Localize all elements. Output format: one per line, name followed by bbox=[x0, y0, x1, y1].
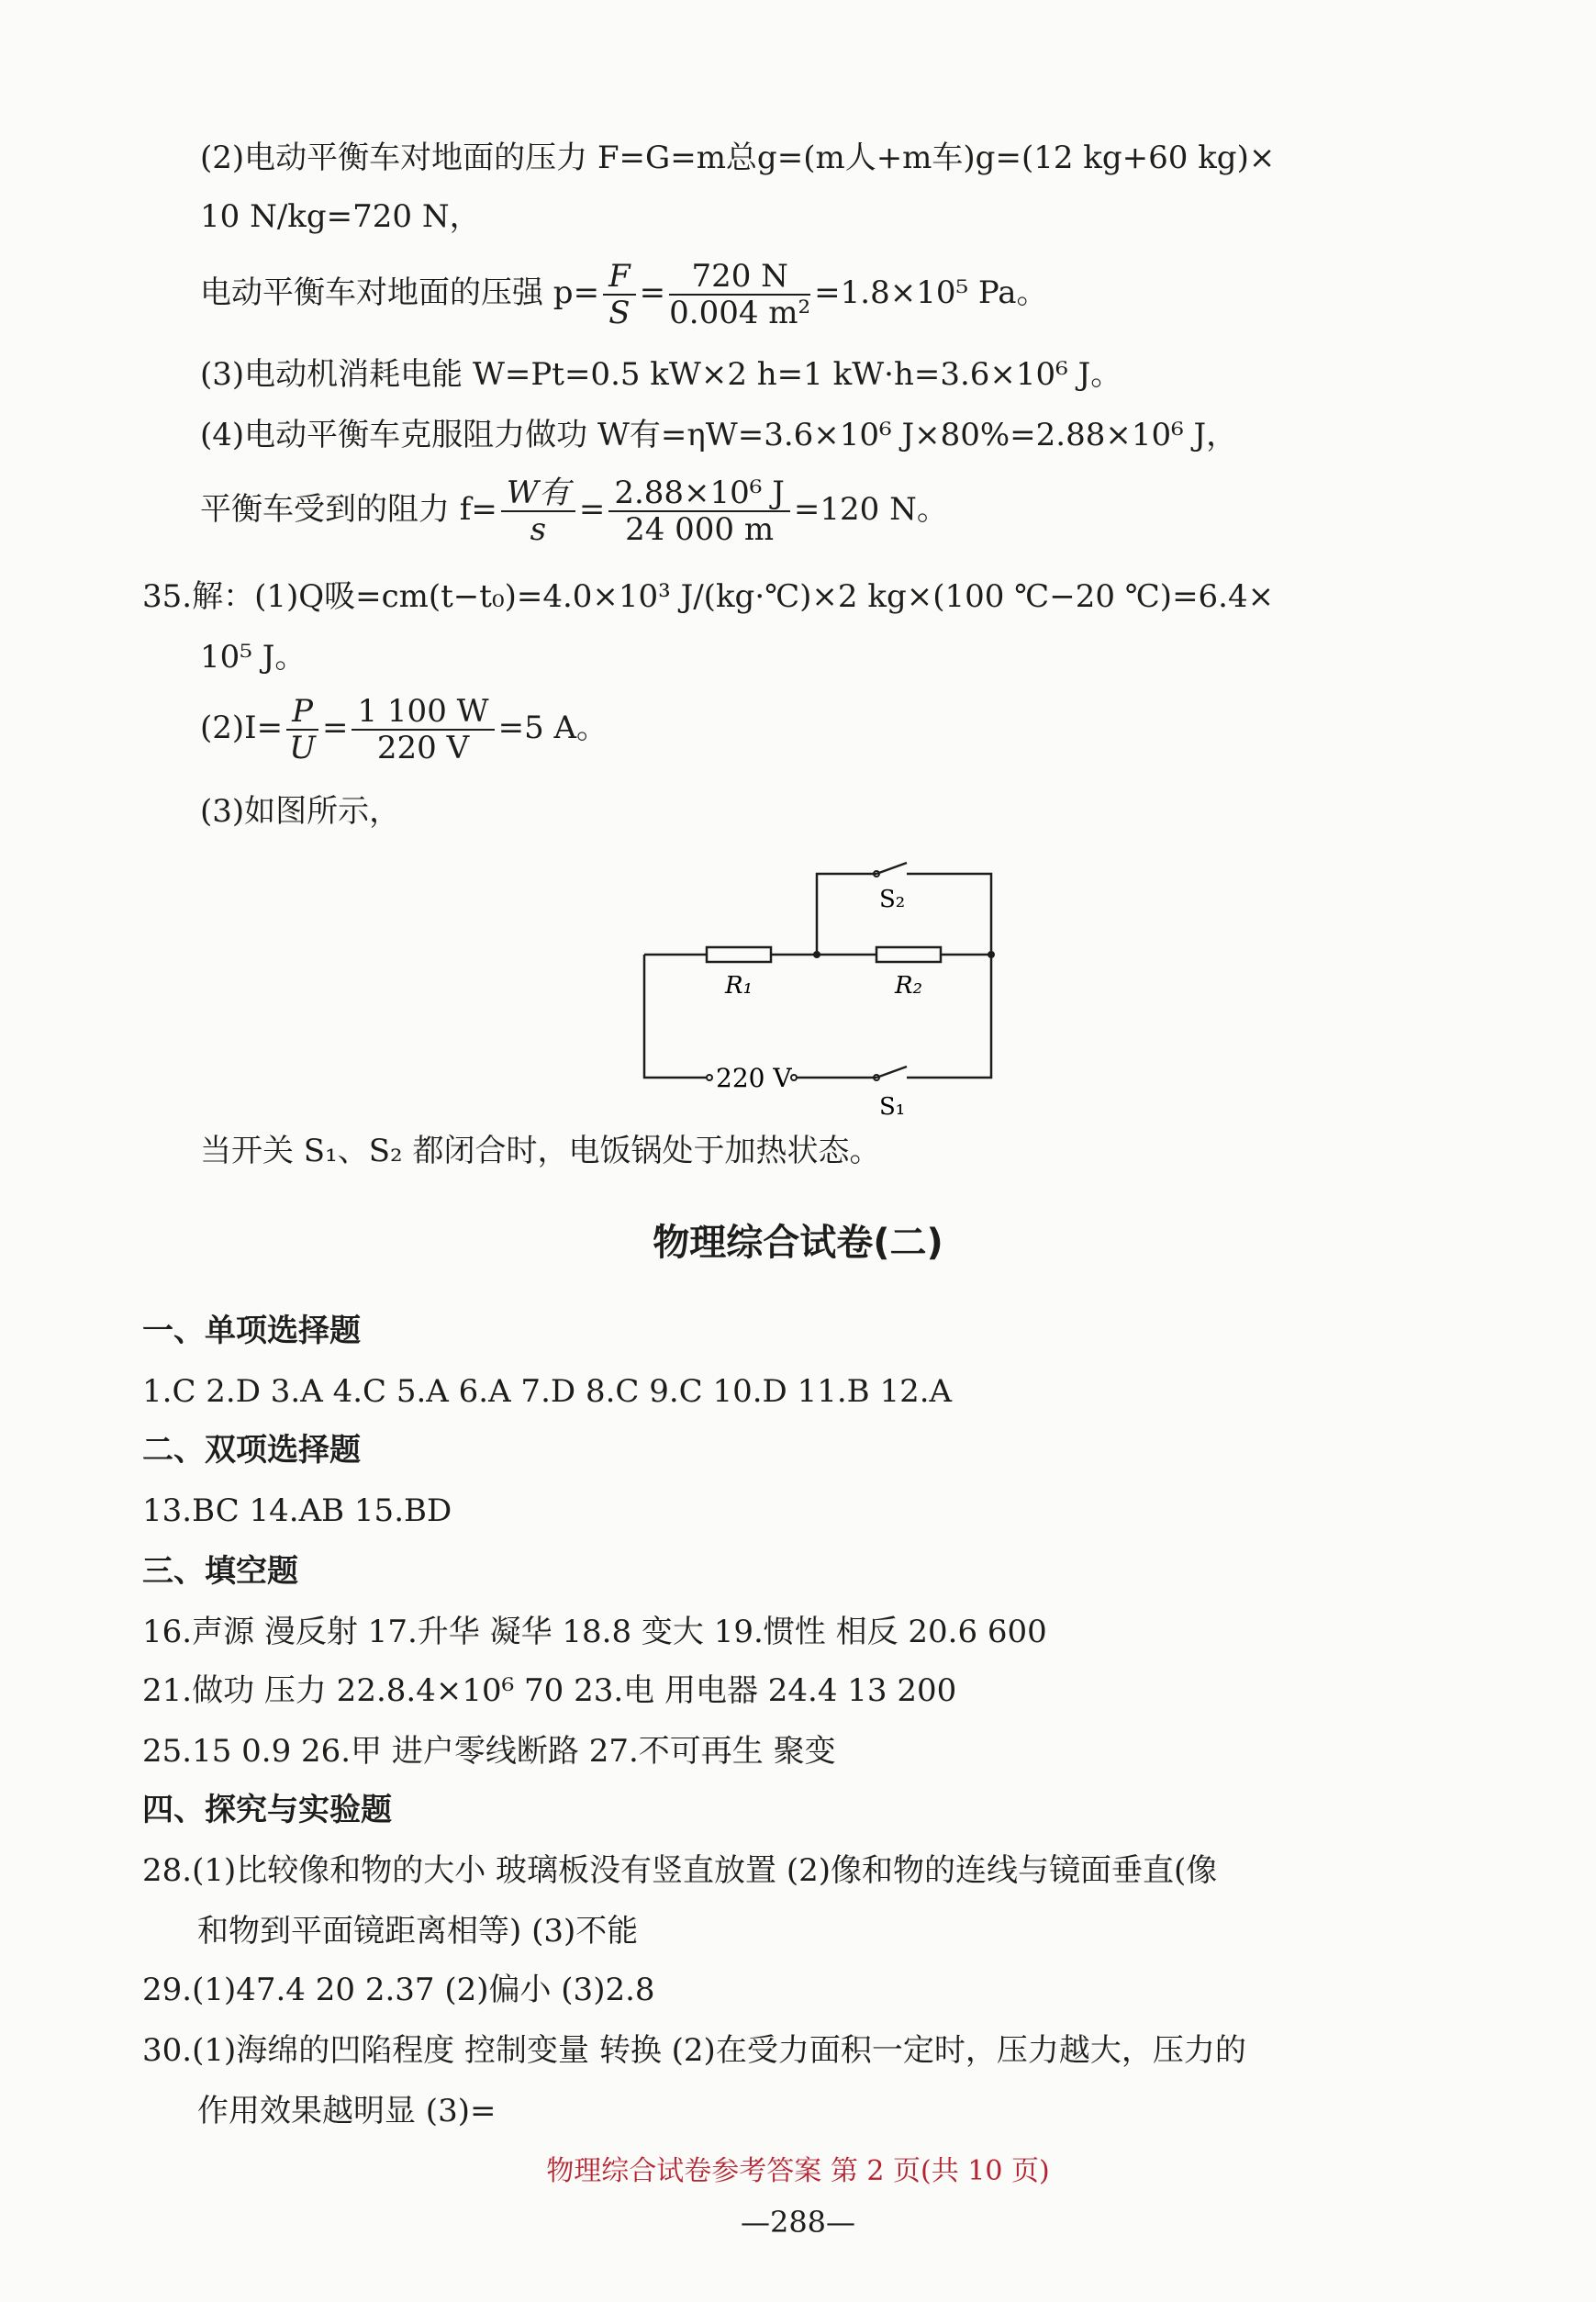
answer-35-3-conclusion: 当开关 S₁、S₂ 都闭合时，电饭锅处于加热状态。 bbox=[200, 1133, 881, 1169]
fraction-w-over-s: $\frac{\text{W有}}{s}$ bbox=[501, 475, 575, 547]
experiment-line-3: 29.(1)47.4 20 2.37 (2)偏小 (3)2.8 bbox=[142, 1972, 655, 2008]
fill-blank-line-2: 21.做功 压力 22.8.4×10⁶ 70 23.电 用电器 24.4 13 200 bbox=[142, 1672, 957, 1709]
section-fill-blank-heading: 三、填空题 bbox=[142, 1553, 298, 1590]
answer-34-2-pressure: 电动平衡车对地面的压强 p= $\frac{F}{S}$ = $\frac{720 N}{\text{0.004 m²}}$ =1.8×10⁵ Pa。 bbox=[200, 258, 1048, 331]
answer-35-1-line2: 10⁵ J。 bbox=[200, 639, 307, 676]
section-single-choice-answers: 1.C 2.D 3.A 4.C 5.A 6.A 7.D 8.C 9.C 10.D 11.B 12.A bbox=[142, 1373, 953, 1410]
section-experiment-heading: 四、探究与实验题 bbox=[142, 1792, 392, 1828]
answer-34-4-resistance: 平衡车受到的阻力 f= $\frac{\text{W有}}{s}$ = $\frac{\text{2.88×10⁶ J}}{24 000 m}$ =120 N。 bbox=[200, 475, 948, 548]
switch-s2-label: S₂ bbox=[879, 886, 906, 913]
page-title: 物理综合试卷(二) bbox=[653, 1222, 943, 1264]
answer-34-3: (3)电动机消耗电能 W=Pt=0.5 kW×2 h=1 kW·h=3.6×10⁶ J。 bbox=[200, 356, 1122, 393]
fraction-work-over-distance: $\frac{\text{2.88×10⁶ J}}{24 000 m}$ bbox=[608, 475, 790, 547]
section-double-choice-answers: 13.BC 14.AB 15.BD bbox=[142, 1492, 452, 1529]
fraction-p-over-u: $\frac{P}{U}$ bbox=[286, 694, 318, 765]
experiment-line-1: 28.(1)比较像和物的大小 玻璃板没有竖直放置 (2)像和物的连线与镜面垂直(像 bbox=[142, 1852, 1218, 1889]
experiment-line-5: 作用效果越明显 (3)= bbox=[197, 2093, 497, 2129]
source-220v-label: 220 V bbox=[716, 1063, 792, 1093]
experiment-line-4: 30.(1)海绵的凹陷程度 控制变量 转换 (2)在受力面积一定时，压力越大，压力的 bbox=[142, 2032, 1246, 2069]
fill-blank-line-1: 16.声源 漫反射 17.升华 凝华 18.8 变大 19.惯性 相反 20.6 600 bbox=[142, 1614, 1047, 1650]
section-single-choice-heading: 一、单项选择题 bbox=[142, 1313, 361, 1349]
switch-s1-label: S₁ bbox=[879, 1093, 906, 1121]
experiment-line-2: 和物到平面镜距离相等) (3)不能 bbox=[197, 1913, 639, 1950]
fraction-power-over-voltage: $\frac{1 100 W}{220 V}$ bbox=[352, 694, 494, 765]
resistance-result: =120 N。 bbox=[793, 491, 948, 528]
circuit-diagram bbox=[633, 854, 1019, 1129]
answer-35-1-line1: 35.解：(1)Q吸=cm(t−t₀)=4.0×10³ J/(kg·℃)×2 kg×(100 ℃−20 ℃)=6.4× bbox=[142, 578, 1275, 615]
fraction-720-over-area: $\frac{720 N}{\text{0.004 m²}}$ bbox=[669, 258, 811, 331]
answer-34-2-line1: (2)电动平衡车对地面的压力 F=G=m总g=(m人+m车)g=(12 kg+60 kg)× bbox=[200, 140, 1276, 176]
fraction-f-over-s: $\frac{F}{S}$ bbox=[603, 259, 636, 330]
resistance-prefix: 平衡车受到的阻力 f= bbox=[200, 491, 497, 528]
current-prefix: (2)I= bbox=[200, 710, 284, 746]
answer-34-4-line1: (4)电动平衡车克服阻力做功 W有=ηW=3.6×10⁶ J×80%=2.88×10⁶ J， bbox=[200, 417, 1238, 453]
fill-blank-line-3: 25.15 0.9 26.甲 进户零线断路 27.不可再生 聚变 bbox=[142, 1733, 836, 1770]
answer-35-2: (2)I= $\frac{P}{U}$ = $\frac{1 100 W}{220 V}$ =5 A。 bbox=[200, 693, 608, 766]
pressure-result: =1.8×10⁵ Pa。 bbox=[814, 274, 1048, 311]
page-number: —288— bbox=[740, 2205, 856, 2240]
page-footer: 物理综合试卷参考答案 第 2 页(共 10 页) bbox=[546, 2155, 1050, 2187]
section-double-choice-heading: 二、双项选择题 bbox=[142, 1432, 361, 1469]
answer-34-2-line2: 10 N/kg=720 N， bbox=[200, 198, 481, 235]
resistor-r1-label: R₁ bbox=[725, 972, 753, 1000]
pressure-prefix: 电动平衡车对地面的压强 p= bbox=[200, 274, 600, 311]
answer-35-3: (3)如图所示， bbox=[200, 793, 401, 830]
resistor-r2-label: R₂ bbox=[895, 972, 922, 1000]
current-result: =5 A。 bbox=[497, 710, 608, 746]
